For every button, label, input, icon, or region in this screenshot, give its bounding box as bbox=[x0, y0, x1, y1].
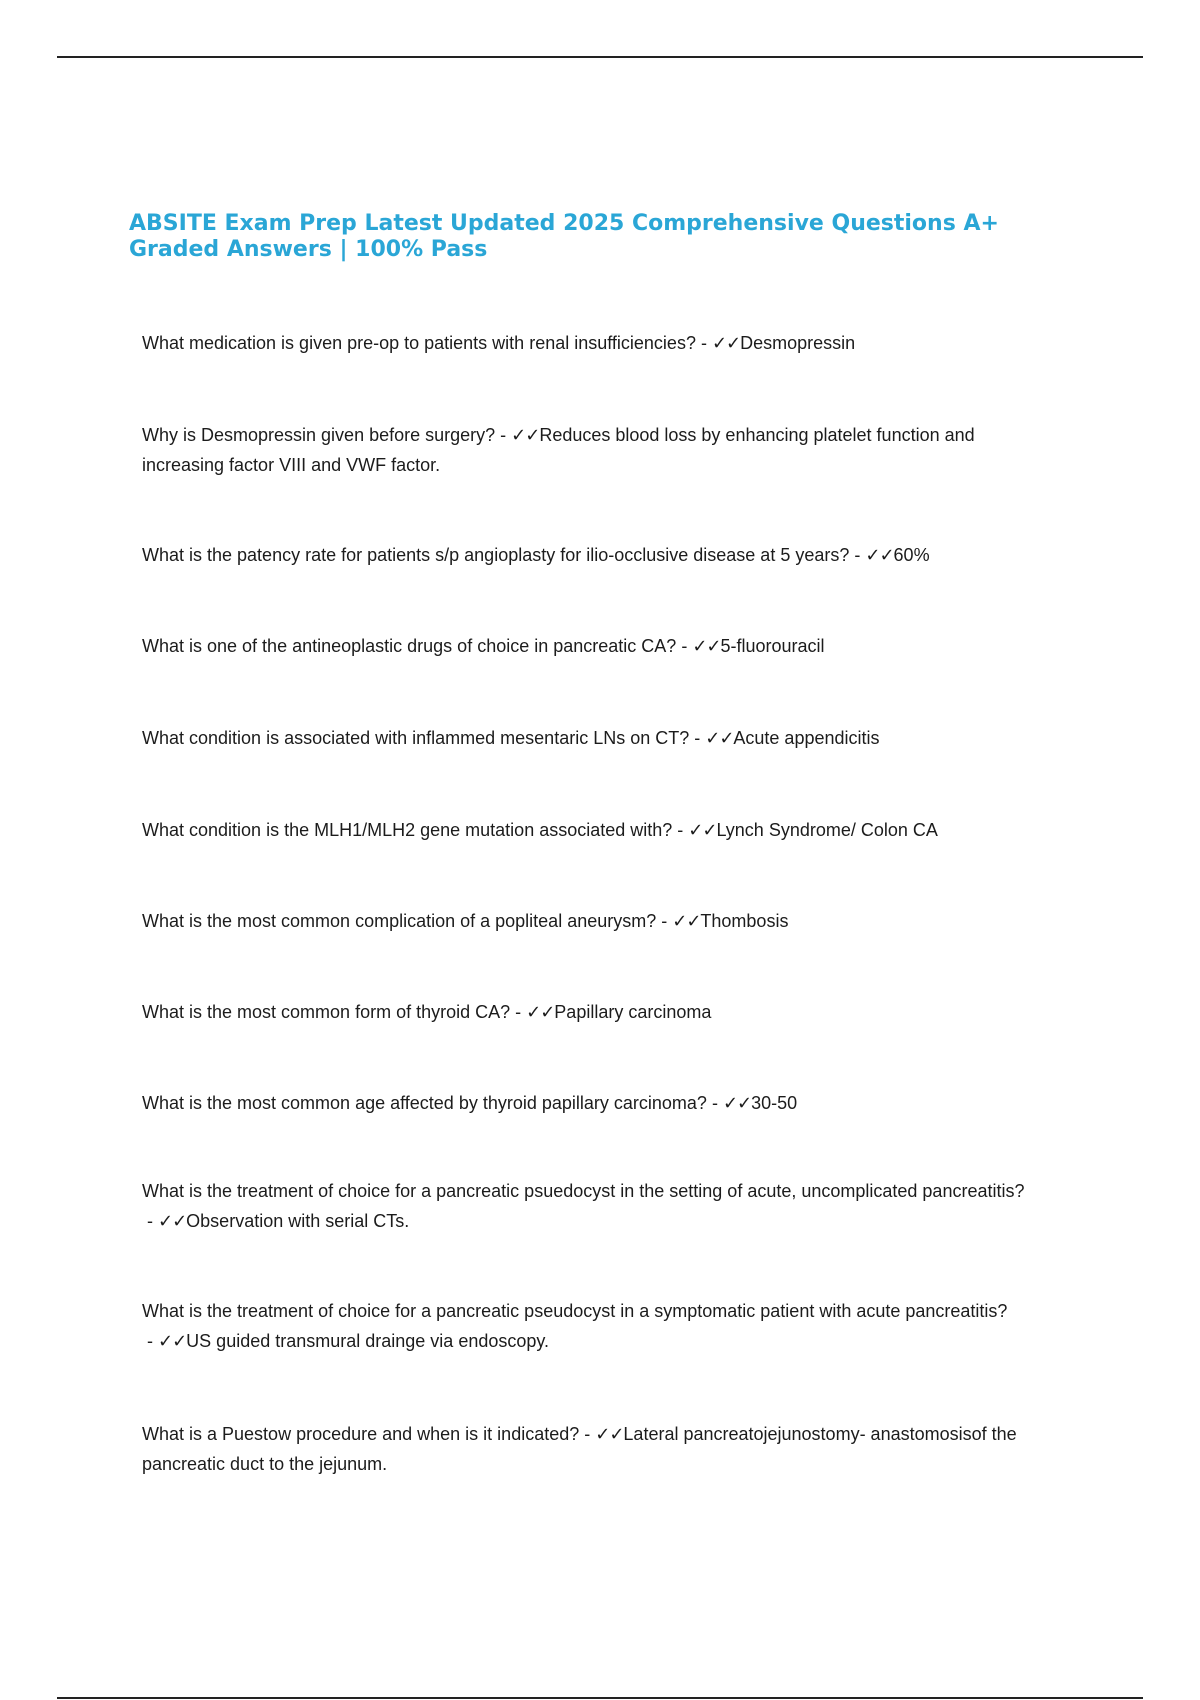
check-icon: ✓✓ bbox=[158, 1211, 187, 1231]
answer: Papillary carcinoma bbox=[554, 1002, 712, 1022]
question: What is the treatment of choice for a pancreatic psuedocyst in the setting of acute, uncomplicated pancreatitis? bbox=[142, 1181, 1025, 1201]
qa-item-8 bbox=[142, 997, 1047, 1027]
separator: - bbox=[579, 1424, 596, 1444]
question: What is the most common form of thyroid CA? bbox=[142, 1002, 511, 1022]
answer: 5-fluorouracil bbox=[720, 636, 825, 656]
question: What medication is given pre-op to patients with renal insufficiencies? bbox=[142, 333, 696, 353]
separator: - bbox=[656, 911, 673, 931]
answer: Thombosis bbox=[700, 911, 789, 931]
check-icon: ✓✓ bbox=[595, 1424, 624, 1444]
question: What is one of the antineoplastic drugs of choice in pancreatic CA? bbox=[142, 636, 677, 656]
answer: Lynch Syndrome/ Colon CA bbox=[716, 820, 938, 840]
bottom-rule bbox=[57, 1697, 1143, 1699]
answer: 30-50 bbox=[751, 1093, 798, 1113]
separator: - bbox=[676, 636, 693, 656]
answer: US guided transmural drainge via endoscopy. bbox=[186, 1331, 550, 1351]
separator: - bbox=[142, 1211, 158, 1231]
qa-item-12 bbox=[142, 1419, 1047, 1479]
question: What is a Puestow procedure and when is it indicated? bbox=[142, 1424, 580, 1444]
question: Why is Desmopressin given before surgery? bbox=[142, 425, 496, 445]
answer: Observation with serial CTs. bbox=[186, 1211, 410, 1231]
separator: - bbox=[689, 728, 706, 748]
answer: Acute appendicitis bbox=[733, 728, 880, 748]
question: What condition is associated with inflammed mesentaric LNs on CT? bbox=[142, 728, 690, 748]
answer: Desmopressin bbox=[740, 333, 856, 353]
qa-item-9 bbox=[142, 1088, 1047, 1118]
check-icon: ✓✓ bbox=[158, 1331, 187, 1351]
question: What is the treatment of choice for a pancreatic pseudocyst in a symptomatic patient with acute pancreatitis? bbox=[142, 1301, 1008, 1321]
answer: Lateral pancreatojejunostomy- anastomosisof the pancreatic duct to the jejunum. bbox=[142, 1424, 1017, 1474]
qa-item-7 bbox=[142, 906, 1047, 936]
answer: 60% bbox=[893, 545, 930, 565]
question: What is the most common age affected by thyroid papillary carcinoma? bbox=[142, 1093, 707, 1113]
separator: - bbox=[849, 545, 866, 565]
qa-item-3 bbox=[142, 540, 1047, 570]
check-icon: ✓✓ bbox=[672, 911, 701, 931]
answer: Reduces blood loss by enhancing platelet function and increasing factor VIII and VWF factor. bbox=[142, 425, 975, 475]
qa-item-2 bbox=[142, 420, 1047, 480]
separator: - bbox=[510, 1002, 527, 1022]
question: What is the patency rate for patients s/p angioplasty for ilio-occlusive disease at 5 years? bbox=[142, 545, 850, 565]
separator: - bbox=[695, 333, 712, 353]
check-icon: ✓✓ bbox=[688, 820, 717, 840]
separator: - bbox=[672, 820, 689, 840]
qa-item-11 bbox=[142, 1296, 1047, 1356]
qa-item-4 bbox=[142, 631, 1047, 661]
separator: - bbox=[495, 425, 512, 445]
qa-item-5 bbox=[142, 723, 1047, 753]
check-icon: ✓✓ bbox=[692, 636, 721, 656]
check-icon: ✓✓ bbox=[511, 425, 540, 445]
question: What is the most common complication of a popliteal aneurysm? bbox=[142, 911, 657, 931]
separator: - bbox=[142, 1331, 158, 1351]
question: What condition is the MLH1/MLH2 gene mutation associated with? bbox=[142, 820, 673, 840]
check-icon: ✓✓ bbox=[711, 333, 741, 353]
check-icon: ✓✓ bbox=[722, 1093, 752, 1113]
top-rule bbox=[57, 56, 1143, 58]
check-icon: ✓✓ bbox=[705, 728, 734, 748]
qa-item-10 bbox=[142, 1176, 1047, 1236]
check-icon: ✓✓ bbox=[526, 1002, 555, 1022]
qa-item-1 bbox=[142, 328, 1047, 358]
check-icon: ✓✓ bbox=[865, 545, 894, 565]
document-title: ABSITE Exam Prep Latest Updated 2025 Comprehensive Questions A+ Graded Answers | 100% Pass bbox=[129, 211, 999, 262]
qa-item-6 bbox=[142, 815, 1047, 845]
separator: - bbox=[706, 1093, 723, 1113]
